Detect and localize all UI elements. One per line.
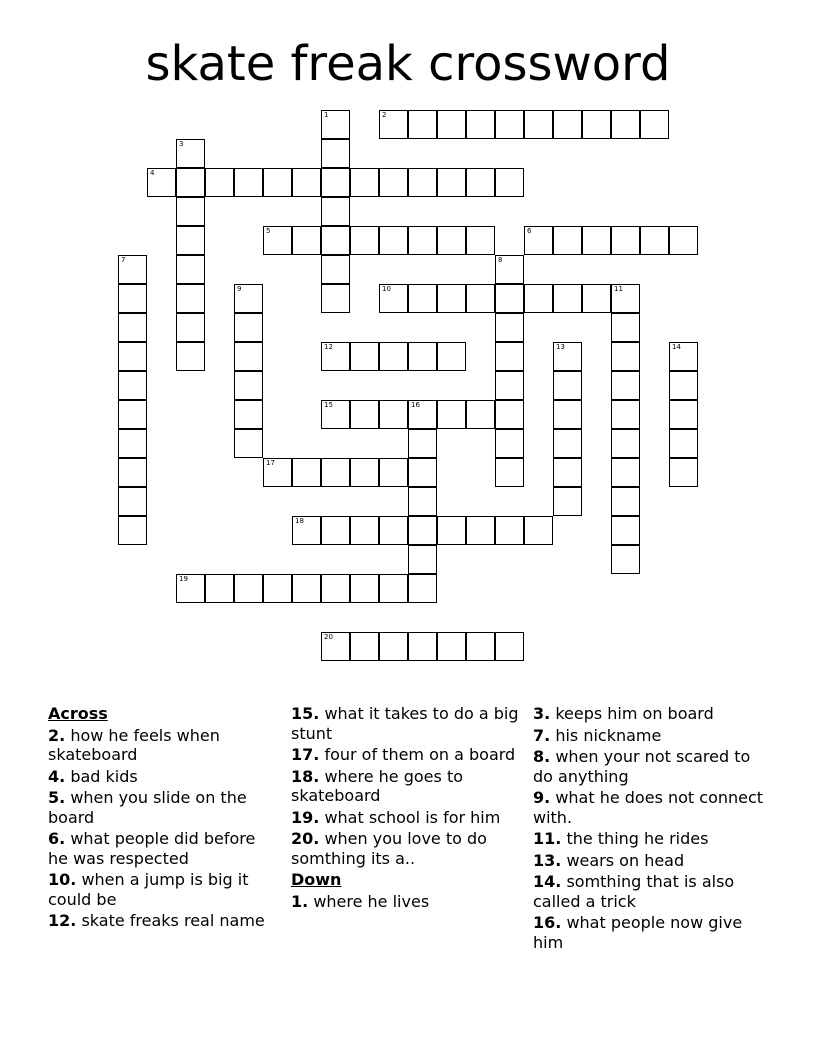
clue-item	[533, 704, 773, 724]
grid-cell[interactable]	[350, 400, 379, 429]
grid-cell[interactable]	[176, 284, 205, 313]
clue-text: when your not scared to do anything	[533, 747, 751, 786]
grid-cell[interactable]	[495, 516, 524, 545]
clue-item	[533, 872, 773, 911]
clue-number: 3.	[533, 704, 551, 723]
grid-cell[interactable]	[408, 400, 437, 429]
clue-text: bad kids	[70, 766, 138, 786]
grid-cell[interactable]	[495, 342, 524, 371]
grid-cell[interactable]	[118, 400, 147, 429]
grid-cell[interactable]	[379, 574, 408, 603]
grid-cell[interactable]	[118, 342, 147, 371]
clue-item	[291, 745, 523, 765]
grid-cell[interactable]	[611, 371, 640, 400]
grid-cell[interactable]	[176, 313, 205, 342]
grid-cell[interactable]	[118, 255, 147, 284]
grid-cell[interactable]	[321, 516, 350, 545]
grid-cell[interactable]	[234, 429, 263, 458]
grid-cell[interactable]	[553, 110, 582, 139]
grid-cell[interactable]	[321, 574, 350, 603]
clue-number: 11	[614, 285, 623, 293]
grid-cell[interactable]	[234, 284, 263, 313]
clue-number: 13.	[533, 850, 562, 870]
grid-cell[interactable]	[669, 226, 698, 255]
grid-cell[interactable]	[611, 487, 640, 516]
grid-cell[interactable]	[582, 110, 611, 139]
grid-cell[interactable]	[292, 516, 321, 545]
clue-text: keeps him on board	[555, 704, 714, 723]
grid-cell[interactable]	[466, 284, 495, 313]
clue-number: 1.	[291, 891, 309, 911]
grid-cell[interactable]	[234, 400, 263, 429]
grid-cell[interactable]	[408, 574, 437, 603]
clue-number: 16	[411, 401, 420, 409]
grid-cell[interactable]	[466, 226, 495, 255]
grid-cell[interactable]	[466, 110, 495, 139]
grid-cell[interactable]	[263, 458, 292, 487]
page-title: skate freak crossword	[145, 36, 671, 92]
grid-cell[interactable]	[611, 458, 640, 487]
clue-text: when you love to do somthing its a..	[291, 829, 487, 868]
grid-cell[interactable]	[495, 371, 524, 400]
grid-cell[interactable]	[176, 168, 205, 197]
clue-number: 14.	[533, 872, 562, 891]
clue-text: how he feels when skateboard	[48, 725, 220, 764]
grid-cell[interactable]	[553, 429, 582, 458]
grid-cell[interactable]	[205, 168, 234, 197]
grid-cell[interactable]	[379, 110, 408, 139]
grid-cell[interactable]	[669, 342, 698, 371]
clue-item	[533, 851, 773, 871]
clue-number: 8.	[533, 747, 551, 766]
grid-cell[interactable]	[379, 632, 408, 661]
clue-item	[48, 829, 280, 868]
grid-cell[interactable]	[611, 313, 640, 342]
grid-cell[interactable]	[437, 516, 466, 545]
grid-cell[interactable]	[611, 429, 640, 458]
grid-cell[interactable]	[553, 226, 582, 255]
across-heading: Across	[48, 704, 108, 723]
grid-cell[interactable]	[437, 400, 466, 429]
clue-number: 13	[556, 343, 565, 351]
grid-cell[interactable]	[176, 574, 205, 603]
grid-cell[interactable]	[466, 168, 495, 197]
grid-cell[interactable]	[437, 632, 466, 661]
clue-item	[533, 747, 773, 786]
grid-cell[interactable]	[263, 574, 292, 603]
clue-text: when a jump is big it could be	[48, 870, 249, 909]
clue-number: 15.	[291, 704, 320, 723]
clue-number: 14	[672, 343, 681, 351]
clue-number: 15	[324, 401, 333, 409]
grid-cell[interactable]	[611, 516, 640, 545]
grid-cell[interactable]	[466, 516, 495, 545]
grid-cell[interactable]	[379, 168, 408, 197]
grid-cell[interactable]	[437, 342, 466, 371]
clue-item	[533, 726, 773, 746]
grid-cell[interactable]	[408, 226, 437, 255]
grid-cell[interactable]	[118, 371, 147, 400]
grid-cell[interactable]	[553, 458, 582, 487]
down-clue-list	[291, 892, 523, 912]
grid-cell[interactable]	[234, 342, 263, 371]
grid-cell[interactable]	[321, 458, 350, 487]
grid-cell[interactable]	[118, 516, 147, 545]
grid-cell[interactable]	[553, 284, 582, 313]
grid-cell[interactable]	[118, 284, 147, 313]
clue-item	[48, 767, 280, 787]
grid-cell[interactable]	[321, 284, 350, 313]
clue-column-1	[48, 702, 280, 931]
grid-cell[interactable]	[524, 284, 553, 313]
clue-text: where he lives	[313, 891, 430, 911]
grid-cell[interactable]	[292, 226, 321, 255]
clue-number: 9.	[533, 788, 551, 807]
clue-item	[533, 829, 773, 849]
grid-cell[interactable]	[350, 168, 379, 197]
clue-number: 5.	[48, 788, 66, 807]
grid-cell[interactable]	[263, 226, 292, 255]
grid-cell[interactable]	[350, 226, 379, 255]
grid-cell[interactable]	[466, 632, 495, 661]
down-heading: Down	[291, 870, 342, 889]
grid-cell[interactable]	[379, 516, 408, 545]
down-clue-list-continued	[533, 704, 773, 952]
clue-number: 18	[295, 517, 304, 525]
clue-text: the thing he rides	[566, 829, 709, 848]
grid-cell[interactable]	[408, 545, 437, 574]
clue-number: 4.	[48, 766, 66, 786]
grid-cell[interactable]	[495, 168, 524, 197]
grid-cell[interactable]	[379, 458, 408, 487]
grid-cell[interactable]	[176, 139, 205, 168]
clue-number: 2.	[48, 725, 66, 745]
grid-cell[interactable]	[234, 313, 263, 342]
clue-item	[291, 892, 523, 912]
clue-number: 2	[382, 111, 387, 119]
grid-cell[interactable]	[292, 574, 321, 603]
clue-number: 12.	[48, 911, 77, 930]
clue-number: 6.	[48, 829, 66, 848]
grid-cell[interactable]	[350, 516, 379, 545]
grid-cell[interactable]	[176, 342, 205, 371]
grid-cell[interactable]	[437, 226, 466, 255]
clue-item	[291, 767, 523, 806]
grid-cell[interactable]	[611, 226, 640, 255]
across-clue-list-continued	[291, 704, 523, 868]
grid-cell[interactable]	[292, 168, 321, 197]
across-clue-list	[48, 726, 280, 931]
grid-cell[interactable]	[350, 574, 379, 603]
grid-cell[interactable]	[611, 342, 640, 371]
grid-cell[interactable]	[611, 110, 640, 139]
clue-text: what school is for him	[324, 807, 501, 827]
grid-cell[interactable]	[495, 458, 524, 487]
clue-number: 20	[324, 633, 333, 641]
grid-cell[interactable]	[118, 313, 147, 342]
grid-cell[interactable]	[379, 400, 408, 429]
grid-cell[interactable]	[234, 371, 263, 400]
grid-cell[interactable]	[553, 400, 582, 429]
clue-number: 12	[324, 343, 333, 351]
grid-cell[interactable]	[321, 632, 350, 661]
grid-cell[interactable]	[321, 168, 350, 197]
grid-cell[interactable]	[379, 226, 408, 255]
grid-cell[interactable]	[118, 487, 147, 516]
clue-text: somthing that is also called a trick	[533, 872, 735, 911]
clue-number: 3	[179, 140, 184, 148]
grid-cell[interactable]	[408, 342, 437, 371]
grid-cell[interactable]	[437, 284, 466, 313]
clue-number: 1	[324, 111, 329, 119]
clue-item	[291, 829, 523, 868]
grid-cell[interactable]	[234, 574, 263, 603]
clue-number: 20.	[291, 829, 320, 848]
grid-cell[interactable]	[408, 168, 437, 197]
grid-cell[interactable]	[205, 574, 234, 603]
grid-cell[interactable]	[437, 110, 466, 139]
clue-number: 10	[382, 285, 391, 293]
grid-cell[interactable]	[495, 255, 524, 284]
grid-cell[interactable]	[234, 168, 263, 197]
grid-cell[interactable]	[408, 110, 437, 139]
grid-cell[interactable]	[408, 487, 437, 516]
grid-cell[interactable]	[321, 255, 350, 284]
clue-column-2	[291, 702, 523, 911]
grid-cell[interactable]	[640, 226, 669, 255]
grid-cell[interactable]	[379, 342, 408, 371]
clue-number: 11.	[533, 829, 562, 848]
clue-number: 19.	[291, 807, 320, 827]
grid-cell[interactable]	[437, 168, 466, 197]
clue-item	[291, 808, 523, 828]
clue-text: what people did before he was respected	[48, 829, 256, 868]
clue-text: where he goes to skateboard	[291, 766, 464, 805]
grid-cell[interactable]	[582, 226, 611, 255]
grid-cell[interactable]	[524, 226, 553, 255]
grid-cell[interactable]	[553, 487, 582, 516]
grid-cell[interactable]	[321, 139, 350, 168]
clue-text: four of them on a board	[324, 745, 516, 764]
grid-cell[interactable]	[176, 197, 205, 226]
grid-cell[interactable]	[524, 516, 553, 545]
clue-text: skate freaks real name	[81, 911, 265, 930]
grid-cell[interactable]	[466, 400, 495, 429]
grid-cell[interactable]	[321, 110, 350, 139]
grid-cell[interactable]	[495, 429, 524, 458]
clue-number: 4	[150, 169, 155, 177]
clue-item	[291, 704, 523, 743]
clue-number: 5	[266, 227, 271, 235]
clue-number: 17.	[291, 745, 320, 764]
clue-number: 6	[527, 227, 532, 235]
grid-cell[interactable]	[118, 429, 147, 458]
grid-cell[interactable]	[118, 458, 147, 487]
clue-text: wears on head	[566, 850, 685, 870]
grid-cell[interactable]	[408, 458, 437, 487]
grid-cell[interactable]	[495, 313, 524, 342]
clue-item	[533, 913, 773, 952]
grid-cell[interactable]	[408, 516, 437, 545]
clue-number: 10.	[48, 870, 77, 889]
clue-number: 16.	[533, 913, 562, 932]
grid-cell[interactable]	[147, 168, 176, 197]
grid-cell[interactable]	[379, 284, 408, 313]
grid-cell[interactable]	[524, 110, 553, 139]
grid-cell[interactable]	[176, 226, 205, 255]
grid-cell[interactable]	[350, 342, 379, 371]
grid-cell[interactable]	[611, 545, 640, 574]
clue-number: 17	[266, 459, 275, 467]
clue-number: 9	[237, 285, 242, 293]
grid-cell[interactable]	[321, 226, 350, 255]
clue-item	[533, 788, 773, 827]
grid-cell[interactable]	[582, 284, 611, 313]
clue-number: 8	[498, 256, 503, 264]
clue-text: what people now give him	[533, 913, 743, 952]
grid-cell[interactable]	[408, 632, 437, 661]
grid-cell[interactable]	[640, 110, 669, 139]
clue-text: what it takes to do a big stunt	[291, 704, 519, 743]
clue-item	[48, 788, 280, 827]
clue-number: 19	[179, 575, 188, 583]
grid-cell[interactable]	[495, 110, 524, 139]
clue-text: what he does not connect with.	[533, 788, 764, 827]
grid-cell[interactable]	[669, 400, 698, 429]
grid-cell[interactable]	[408, 284, 437, 313]
clue-text: his nickname	[555, 725, 662, 745]
clue-column-3	[533, 702, 773, 952]
grid-cell[interactable]	[321, 400, 350, 429]
grid-cell[interactable]	[495, 284, 524, 313]
grid-cell[interactable]	[408, 429, 437, 458]
clue-number: 18.	[291, 766, 320, 786]
grid-cell[interactable]	[669, 429, 698, 458]
clue-item	[48, 726, 280, 765]
grid-cell[interactable]	[553, 371, 582, 400]
grid-cell[interactable]	[321, 342, 350, 371]
grid-cell[interactable]	[350, 632, 379, 661]
grid-cell[interactable]	[669, 458, 698, 487]
grid-cell[interactable]	[495, 632, 524, 661]
clue-item	[48, 911, 280, 931]
grid-cell[interactable]	[611, 284, 640, 313]
grid-cell[interactable]	[553, 342, 582, 371]
grid-cell[interactable]	[176, 255, 205, 284]
grid-cell[interactable]	[292, 458, 321, 487]
grid-cell[interactable]	[611, 400, 640, 429]
grid-cell[interactable]	[321, 197, 350, 226]
grid-cell[interactable]	[495, 400, 524, 429]
clue-text: when you slide on the board	[48, 788, 247, 827]
grid-cell[interactable]	[263, 168, 292, 197]
grid-cell[interactable]	[669, 371, 698, 400]
clue-number: 7	[121, 256, 126, 264]
grid-cell[interactable]	[350, 458, 379, 487]
clue-item	[48, 870, 280, 909]
clue-number: 7.	[533, 725, 551, 745]
